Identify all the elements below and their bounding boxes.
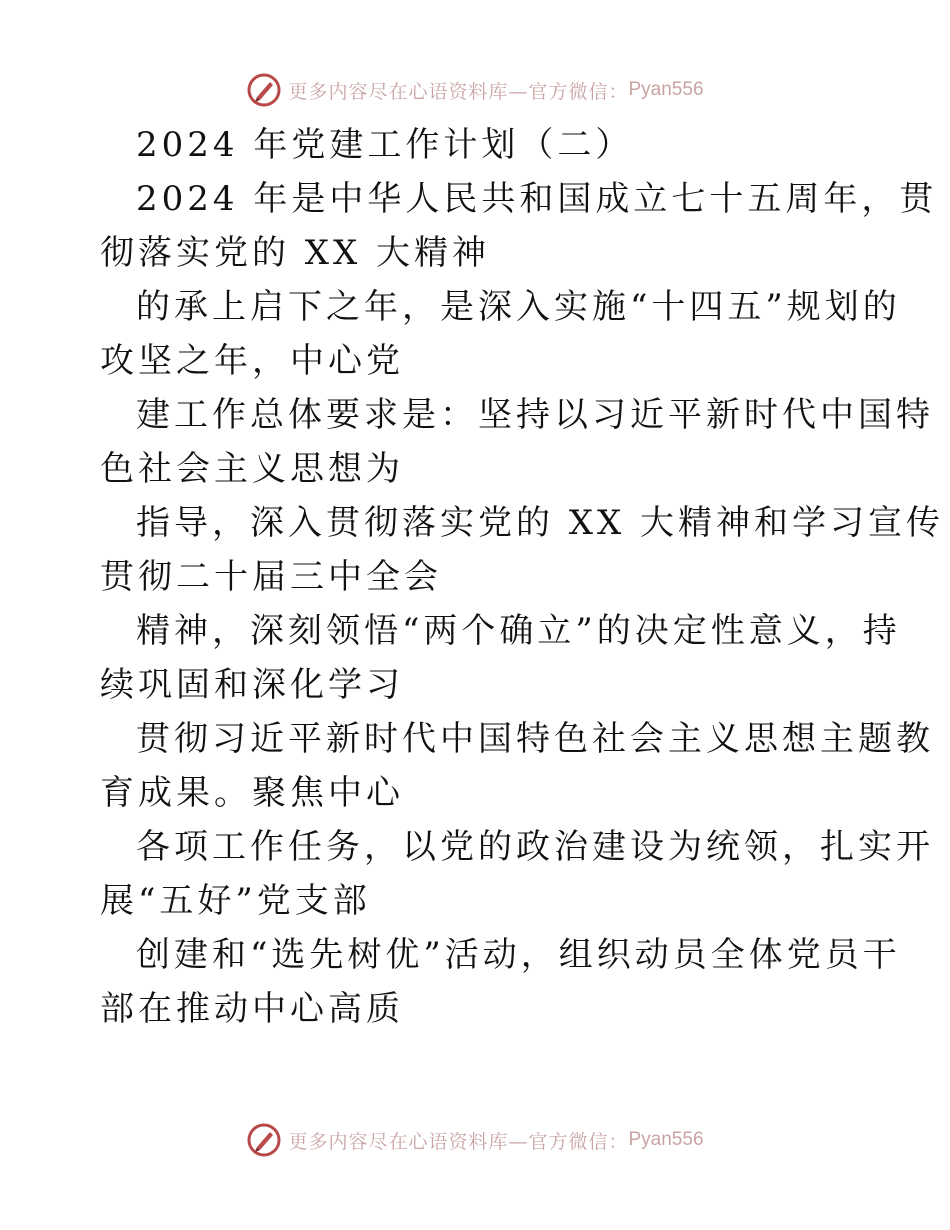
paragraph-line: 的承上启下之年，是深入实施“十四五”规划的 (136, 287, 901, 327)
paragraph-line: 续巩固和深化学习 (100, 665, 404, 705)
paragraph-line: 精神，深刻领悟“两个确立”的决定性意义，持 (136, 611, 901, 651)
footer-watermark (0, 1120, 950, 1160)
paragraph-line: 色社会主义思想为 (100, 449, 404, 489)
header-watermark (0, 70, 950, 110)
paragraph-line: 创建和“选先树优”活动，组织动员全体党员干 (136, 935, 901, 975)
paragraph-line: 2024 年是中华人民共和国成立七十五周年，贯 (136, 179, 938, 219)
paragraph-line: 建工作总体要求是：坚持以习近平新时代中国特 (136, 395, 934, 435)
document-title: 2024 年党建工作计划（二） (136, 125, 634, 165)
paragraph-line: 彻落实党的 XX 大精神 (100, 233, 491, 273)
watermark-wechat-id: Pyan556 (628, 1129, 704, 1150)
watermark-wechat-id: Pyan556 (628, 79, 704, 100)
paragraph-line: 攻坚之年，中心党 (100, 341, 404, 381)
paragraph-line: 育成果。聚焦中心 (100, 773, 404, 813)
pen-circle-icon (246, 72, 282, 108)
paragraph-line: 部在推动中心高质 (100, 989, 404, 1029)
document-body (100, 118, 945, 1036)
pen-circle-icon (246, 1122, 282, 1158)
watermark-text: 更多内容尽在心语资料库—官方微信： (288, 1130, 629, 1153)
paragraph-line: 贯彻二十届三中全会 (100, 557, 442, 597)
paragraph-line: 各项工作任务，以党的政治建设为统领，扎实开 (136, 827, 934, 867)
paragraph-line: 贯彻习近平新时代中国特色社会主义思想主题教 (136, 719, 934, 759)
paragraph-line: 展“五好”党支部 (100, 881, 371, 921)
paragraph-line: 指导，深入贯彻落实党的 XX 大精神和学习宣传 (136, 503, 945, 543)
watermark-text: 更多内容尽在心语资料库—官方微信： (288, 80, 629, 103)
